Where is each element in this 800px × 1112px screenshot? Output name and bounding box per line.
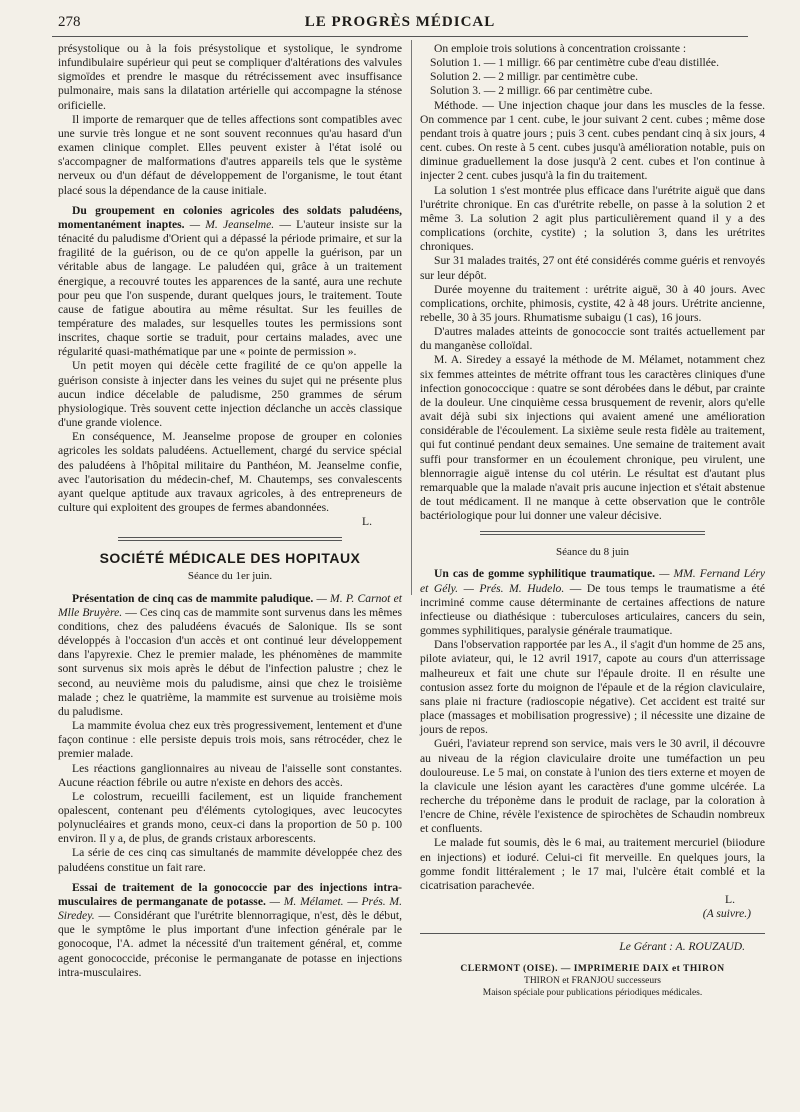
header-rule [52, 36, 748, 37]
article-author: — M. P. Carnot et Mlle Bruyère. [58, 591, 402, 619]
article-title: Un cas de gomme syphilitique traumatique. [434, 567, 655, 581]
article-body: — Ces cinq cas de mammite sont survenus dans les mêmes conditions, chez des paludéens évacués de Salonique. Ils se sont développés à l'occasion d'un accès et ont continué leur développement dans l'apyrexie. Chez le premier malade, les phénomènes de mammite sont survenus six mois après le début de l'infection palustre ; chez le second, au neuvième mois du paludisme, ainsi que chez le troisième malade ; chez le quatrième, la mammite est survenue au troisième mois du paludisme. [58, 605, 402, 718]
article-lery [420, 567, 765, 638]
imprint-printer: CLERMONT (OISE). — IMPRIMERIE DAIX et THIRON [460, 963, 725, 974]
to-be-continued: (A suivre.) [702, 907, 751, 921]
paragraph: Il importe de remarquer que de telles affections sont compatibles avec une survie très longue et ne sont souvent reconnues qu'au hasard d'un examen clinique complet. Elles peuvent exister à l'état isolé ou s'accompagner de malformations d'autres appareils tels que le système nerveux ou d'un défaut de développement de l'organisme, le tout étant placé sous la dépendance de la cause initiale. [58, 112, 402, 197]
paragraph: Un petit moyen qui décèle cette fragilité de ce qu'on appelle la guérison consiste à injecter dans les veines du sujet qui ne présente plus aucun indice décelable de paludisme, 250 grammes de sérum physiologique. Très souvent cette injection déclanche un accès classique d'une grande violence. [58, 359, 402, 430]
gerant-line: Le Gérant : A. ROUZAUD. [619, 941, 745, 954]
paragraph: La mammite évolua chez eux très progressivement, lentement et d'une façon continue : elle persiste depuis trois mois, sans rétrocéder, chez le premier malade. [58, 719, 402, 761]
page-number: 278 [58, 14, 81, 30]
paragraph: Dans l'observation rapportée par les A., il s'agit d'un homme de 25 ans, pilote aviateur, qui, le 12 avril 1917, capote au cours d'un atterrissage malheureux et fait une chute sur l'épaule droite. Il en résulte une contusion assez forte du moignon de l'épaule et de la région claviculaire, sans plaie ni fracture (radioscopie négative). Cet accident est traité sur place (massages et mobilisation progressive) ; il nécessite une dizaine de jours de repos. [420, 638, 765, 737]
solution-item: Solution 3. — 2 milligr. 66 par centimètre cube. [430, 84, 653, 98]
paragraph: Le malade fut soumis, dès le 6 mai, au traitement mercuriel (biiodure en injections) et ioduré. Celui-ci fit merveille. En quelques jours, la gomme fondit littéralement ; le 17 mai, l'ulcère était comblé et la cicatrisation parachevée. [420, 836, 765, 892]
running-title: LE PROGRÈS MÉDICAL [304, 14, 496, 30]
paragraph: Le colostrum, recueilli facilement, est un liquide franchement opalescent, contenant peu d'éléments cytologiques, avec leucocytes polynucléaires et grands mono, ceux-ci dans la proportion de 50 p. 100 environ. Il y a, de plus, de grands cristaux arborescents. [58, 789, 402, 846]
column-divider [411, 40, 412, 595]
article-melamet [58, 881, 402, 980]
paragraph: La solution 1 s'est montrée plus efficace dans l'urétrite aiguë que dans l'urétrite chronique. En cas d'urétrite rebelle, on passe à la solution 2 et même 3. La solution 2 agit plus particulièrement quand il y a des complications (orchite, cystite) ; la solution 3, dans les urétrites chroniques. [420, 183, 765, 254]
paragraph: Guéri, l'aviateur reprend son service, mais vers le 30 avril, il découvre au niveau de la région claviculaire droite une tuméfaction un peu douloureuse. Le 5 mai, on constate à l'union des tiers externe et moyen de la clavicule une lésion ayant les caractères d'une gomme ulcérée. La recherche du tréponème dans le produit de raclage, par la coloration à l'encre de Chine, révèle l'existence de spirochètes de Schaudin nombreux et confluents. [420, 737, 765, 836]
article-body: — De tous temps le traumatisme a été incriminé comme cause déterminante de certaines affections de nature infectieuse ou diathésique : tuberculoses articulaires, cancers du sein, gommes syphilitiques, paralysie générale traumatique. [420, 581, 765, 638]
article-body: — L'auteur insiste sur la ténacité du paludisme d'Orient qui a dépassé la période primaire, et sur la fragilité de la guérison, ou de ce qu'on appelle la guérison, par un véritable abus de langage. Le paludéen qui, grâce à un traitement énergique, a recouvré toutes les apparences de la santé, aura une rechute pour peu que l'on suspende, durant quelques jours, le traitement. Toute cause de fatigue aboutira au même résultat. Sur les feuilles de température des malades, sur lesquelles toutes les permissions sont inscrites, chaque sortie se traduit, pour certains malades, avec une régularité quasi-mathématique par une « pointe de permission ». [58, 217, 402, 359]
paragraph: Durée moyenne du traitement : urétrite aiguë, 30 à 40 jours. Avec complications, orchite, phimosis, cystite, 42 à 48 jours. Urétrite ancienne, rebelle, 30 à 35 jours. Rhumatisme subaigu (1 cas), 16 jours. [420, 282, 765, 324]
article-title: Du groupement en colonies agricoles des soldats paludéens, momentanément inaptes. [58, 203, 402, 231]
footer-rule [420, 933, 765, 934]
signature: L. [725, 893, 735, 907]
imprint [420, 963, 765, 999]
article-jeanselme [58, 204, 402, 360]
article-author: — M. Jeanselme. [189, 217, 275, 231]
solution-item: Solution 2. — 2 milligr. par centimètre cube. [430, 70, 639, 84]
paragraph: La série de ces cinq cas simultanés de mammite développée chez des paludéens constitue un fait rare. [58, 846, 402, 874]
section-rule [480, 531, 705, 535]
section-rule [118, 537, 342, 541]
paragraph: On emploie trois solutions à concentration croissante : [434, 42, 687, 55]
article-title: Essai de traitement de la gonococcie par des injections intra-musculaires de permanganate de potasse. [58, 880, 402, 908]
article-carnot [58, 592, 402, 719]
article-title: Présentation de cinq cas de mammite paludique. [72, 591, 314, 605]
paragraph: Sur 31 malades traités, 27 ont été considérés comme guéris et renvoyés sur leur dépôt. [420, 254, 765, 282]
paragraph: Méthode. — Une injection chaque jour dans les muscles de la fesse. On commence par 1 cent. cube, le jour suivant 2 cent. cubes ; même dose pendant trois à quatre jours ; puis 3 cent. cubes pendant cinq à six jours, 4 cent. cubes. On reste à 5 cent. cubes jusqu'à amélioration notable, puis on diminue graduellement la dose jusqu'à 2 cent. cubes et l'on continue à injecter 2 cent. cubes jusqu'à la fin du traitement. [420, 98, 765, 183]
article-author: — MM. Fernand Léry et Gély. — Prés. M. Hudelo. [420, 567, 765, 595]
paragraph: En conséquence, M. Jeanselme propose de grouper en colonies agricoles les soldats paludéens. Actuellement, chargé du service spécial des paludéens à l'hôpital militaire du Panthéon, M. Jeanselme confie, avec l'autorisation du médecin-chef, M. Chautemps, ses convalescents ayant quelque aptitude aux travaux agricoles, à des entrepreneurs de culture qui exploitent des groupes de fermes abandonnées. [58, 430, 402, 514]
session-date: Séance du 1er juin. [187, 570, 273, 583]
right-column [420, 42, 765, 999]
article-body: — Considérant que l'urétrite blennorragique, n'est, dès le début, que le symptôme le plus important d'une infection générale par le gonocoque, l'A. admet la nécessité d'un traitement général, et, comme agent gonococcide, préconise le permanganate de potasse en injections intra-musculaires. [58, 909, 402, 979]
solution-list [420, 56, 765, 98]
paragraph: présystolique ou à la fois présystolique et systolique, le syndrome infundibulaire supérieur qui peut se compliquer d'altérations des valvules sigmoïdes et prendre le masque du rétrécissement avec insuffisance pulmonaire, mais sans la dilatation artérielle qui accompagne la sténose orificielle. [58, 42, 402, 112]
session-date: Séance du 8 juin [555, 546, 629, 559]
paragraph: D'autres malades atteints de gonococcie sont traités actuellement par du manganèse colloïdal. [420, 325, 765, 353]
imprint-successors: THIRON et FRANJOU successeurs [524, 975, 661, 986]
left-column [58, 42, 402, 980]
signature: L. [362, 515, 372, 529]
paragraph: Les réactions ganglionnaires au niveau de l'aisselle sont constantes. Aucune réaction fébrile ou autre n'existe en dehors des accès. [58, 761, 402, 789]
solution-item: Solution 1. — 1 milligr. 66 par centimètre cube d'eau distillée. [430, 56, 719, 70]
society-title: SOCIÉTÉ MÉDICALE DES HOPITAUX [99, 550, 361, 567]
paragraph: M. A. Siredey a essayé la méthode de M. Mélamet, notamment chez six femmes atteintes de métrite offrant tous les caractères cliniques d'une infection gonococcique : quatre se sont dérobées dans le début, par crainte de la douleur. Une cinquième cessa brusquement de revenir, alors qu'elle avait déjà subi six injections qui avaient amené une amélioration considérable de l'écoulement. La sixième seule resta fidèle au traitement, qui fut continué pendant deux semaines. Une semaine de traitement avait suffi pour transformer en un écoulement chronique, peu virulent, une blennorragie aiguë intense du col utérin. Le résultat est d'autant plus remarquable que la malade n'avait pris aucune injection et s'était abstenue de tout médicament. Il ne manque à cette observation que le contrôle bactériologique pour lui donner une valeur décisive. [420, 353, 765, 523]
imprint-specialty: Maison spéciale pour publications périodiques médicales. [482, 987, 703, 998]
article-author: — M. Mélamet. — Prés. M. Siredey. [58, 894, 402, 923]
